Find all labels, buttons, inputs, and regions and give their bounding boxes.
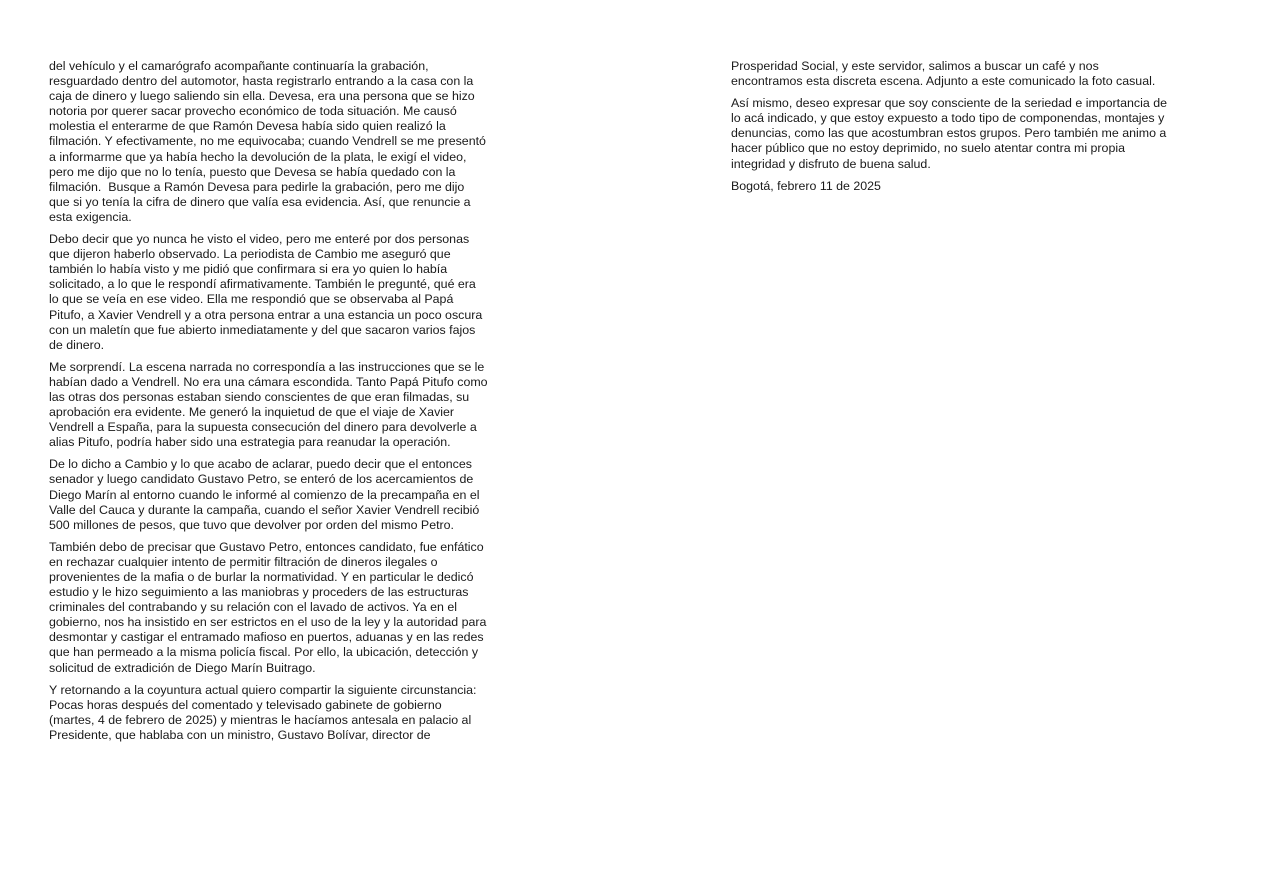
paragraph-video-recording: del vehículo y el camarógrafo acompañante continuaría la grabación, resguardado dentro del automotor, hasta registrarlo entrando a la casa con la caja de dinero y luego saliendo sin ella. Devesa, era una persona que se hizo notoria por querer sacar provecho económico de toda situación. Me causó molestia el enterarme de que Ramón Devesa había sido quien realizó la filmación. Y efectivamente, no me equivocaba; cuando Vendrell se me presentó a informarme que ya había hecho la devolución de la plata, le exigí el video, pero me dijo que no lo tenía, puesto que Devesa se había quedado con la filmación. Busque a Ramón Devesa para pedirle la grabación, pero me dijo que si yo tenía la cifra de dinero que valía esa evidencia. Así, que renuncie a esta exigencia. — [49, 59, 486, 224]
signature-date: Bogotá, febrero 11 de 2025 — [731, 178, 881, 193]
paragraph-never-seen-video: Debo decir que yo nunca he visto el video, pero me enteré por dos personas que dijeron haberlo observado. La periodista de Cambio me aseguró que también lo había visto y me pidió que confirmara si era yo quien lo había solicitado, a lo que le respondí afirmativamente. También le pregunté, qué era lo que se veía en ese video. Ella me respondió que se observaba al Papá Pitufo, a Xavier Vendrell y a otra persona entrar a una estancia un poco oscura con un maletín que fue abierto inmediatamente y del que sacaron varios fajos de dinero. — [49, 232, 483, 352]
paragraph-petro-position: También debo de precisar que Gustavo Petro, entonces candidato, fue enfático en rechazar cualquier intento de permitir filtración de dineros ilegales o provenientes de la mafia o de burlar la normatividad. Y en particular le dedicó estudio y le hizo seguimiento a las maniobras y proceders de las estructuras criminales del contrabando y su relación con el lavado de activos. Ya en el gobierno, nos ha insistido en ser estrictos en el uso de la ley y la autoridad para desmontar y castigar el entramado mafioso en puertos, aduanas y en las redes que han permeado a la misma policía fiscal. Por ello, la ubicación, detección y solicitud de extradición de Diego Marín Buitrago. — [49, 539, 487, 675]
paragraph-coffee-scene: Prosperidad Social, y este servidor, salimos a buscar un café y nos encontramos esta discreta escena. Adjunto a este comunicado la foto casual. — [731, 59, 1156, 89]
left-text-column — [49, 59, 539, 750]
paragraph-surprise: Me sorprendí. La escena narrada no correspondía a las instrucciones que se le habían dado a Vendrell. No era una cámara escondida. Tanto Papá Pitufo como las otras dos personas estaban siendo conscientes de que eran filmadas, su aprobación era evidente. Me generó la inquietud de que el viaje de Xavier Vendrell a España, para la supuesta consecución del dinero para devolverle a alias Pitufo, podría haber sido una estrategia para reanudar la operación. — [49, 359, 488, 450]
paragraph-cambio-clarification: De lo dicho a Cambio y lo que acabo de aclarar, puedo decir que el entonces senador y luego candidato Gustavo Petro, se enteró de los acercamientos de Diego Marín al entorno cuando le informé al comienzo de la precampaña en el Valle del Cauca y durante la campaña, cuando el señor Xavier Vendrell recibió 500 millones de pesos, que tuvo que devolver por orden del mismo Petro. — [49, 457, 480, 532]
paragraph-statement-health: Así mismo, deseo expresar que soy consciente de la seriedad e importancia de lo acá indicado, y que estoy expuesto a todo tipo de componendas, montajes y denuncias, como las que acostumbran estos grupos. Pero también me animo a hacer público que no estoy deprimido, no suelo atentar contra mi propia integridad y disfruto de buena salud. — [731, 96, 1167, 171]
paragraph-current-circumstance: Y retornando a la coyuntura actual quiero compartir la siguiente circunstancia: Pocas horas después del comentado y televisado gabinete de gobierno (martes, 4 de febrero de 2025) y mientras le hacíamos antesala en palacio al Presidente, que hablaba con un ministro, Gustavo Bolívar, director de — [49, 682, 477, 742]
right-text-column — [731, 59, 1224, 201]
